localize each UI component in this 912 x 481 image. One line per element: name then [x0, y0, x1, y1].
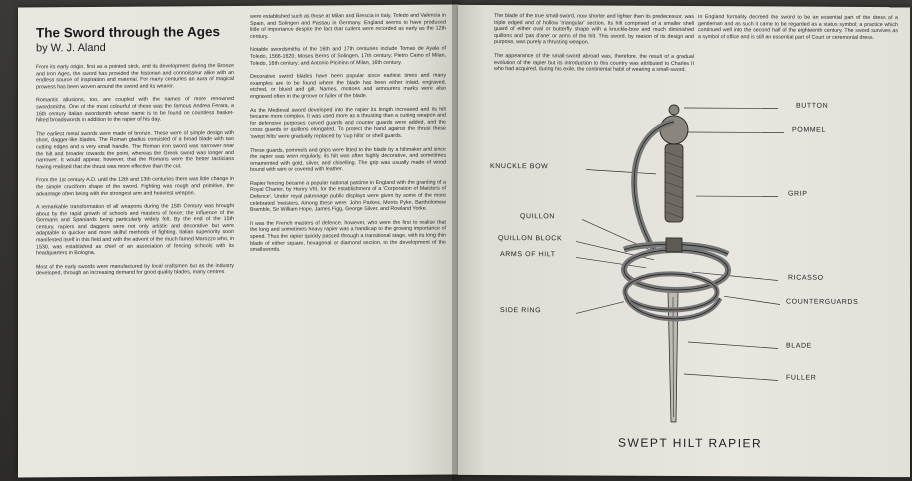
article-author: by W. J. Aland — [36, 41, 106, 55]
paragraph: Rapier fencing became a popular national pastime in England with the granting of a Royal Charter, by Henry VIII, for the establishment of a 'Corporation of Maisters of Defence'. Under royal patronage public displays were given by some of the more celebrated 'meisters. Among these were: John Parkes, Morris Pyke, Bartholomew Bramble, Sir William Hope, James Figg, George Silver, and Rowland Yorke. — [250, 179, 446, 214]
paragraph: The blade of the true small-sword, now shorter and lighter than its predecessor, was triple edged and of hollow 'triangular' section. Its hilt comprised of a smaller shell guard of either oval or butterfly shape with a knuckle-bow and much diminished quillons and 'pas d'ane' or arms of the hilt. This sword, by reason of its design and purpose, was purely a thrusting weapon. — [494, 13, 694, 46]
right-page — [458, 5, 910, 477]
paragraph: Decorative sword blades have been popular since earliest times and many examples are to be found where the blade has been either inlaid, engraved, etched, or blued and gilt. Names, mottoes and armourers marks were also engraved often in the groove or fuller of the blade. — [250, 72, 446, 100]
right-column-2 — [698, 14, 898, 48]
label-pommel: POMMEL — [792, 126, 826, 134]
paragraph: In England formality decreed the sword to be an essential part of the dress of a gentleman and as such it came to be regarded as a status symbol; a practice which continued well into the second half of the eighteenth century. The sword survives as a symbol of office and is still an essential part of Court or ceremonial dress. — [698, 14, 898, 41]
paragraph: It was the French masters of defence, however, who were the first to realise that the long and sometimes heavy rapier was a handicap to the growing importance of speed. Thus the rapier quickly passed through a transitional stage, with its long thin blade of either square, hexagonal or diamond section, to the development of the smallswords. — [250, 219, 446, 254]
diagram-caption: SWEPT HILT RAPIER — [618, 435, 763, 451]
paragraph: Most of the early swords were manufactured by local craftsmen but as the industry developed, through an increasing demand for good quality blades, many centres — [36, 262, 234, 277]
paragraph: were established such as those at Milan and Brescia in Italy, Toledo and Valencia in Spain, and Solingen and Passau in Germany. England seems to have produced little of importance despite the fact that cutlers were recorded as early as the 12th century. — [250, 12, 446, 40]
paragraph: The appearance of the small-sword abroad was, therefore, the result of a gradual evolution of the rapier but its introduction to this country was attributed to Charles II who had acquired, during his exile, the continental habit of wearing a small-sword. — [494, 52, 694, 74]
paragraph: A remarkable transformation of all weapons during the 15th Century was brought about by the rapid growth of schools and masters of fence; the influence of the Germans and Spaniards being particularly widely felt. By the end of the 15th century, rapiers and daggers were not only artistic and decorative but were adaptable to quicker and more skilful methods of fighting. Italian superiority soon manifested itself in this field and with the advent of the much famed Marozzo who, in 1530, was established as chief of an association of fencing schools with its headquarters in Bologna. — [36, 203, 234, 257]
left-column-2 — [250, 13, 446, 261]
rapier-diagram — [490, 91, 906, 433]
label-blade: BLADE — [786, 342, 812, 350]
paragraph: Notable swordsmiths of the 16th and 17th centuries include Tomas de Ayala of Toledo, 1566-1620; Moses Berns of Solingen, 17th century; Pietro Caino of Milan, Toledo, 16th century; and Antonio Picinino of Milan, 16th century. — [250, 45, 446, 67]
paragraph: From the 1st century A.D. until the 12th and 13th centuries there was little change in the simple cruciform shape of the sword. Fighting was rough and primitive, the advantage often being with the strongest arm and heaviest weapon. — [36, 176, 234, 197]
left-column-1 — [36, 18, 234, 284]
label-quillon: QUILLON — [520, 213, 555, 221]
label-arms-of-hilt: ARMS OF HILT — [500, 251, 556, 259]
paragraph: As the Medieval sword developed into the rapier its length increased and its hilt became more complex. It was used more as a thrusting than a cutting weapon and for defensive purposes curved guards and counter guards were added, and the cross guards or quillons elongated. To protect the hand against the thrust these 'swept hilts' were gradually replaced by 'cup hilts' or shell guards. — [250, 106, 446, 140]
label-knuckle-bow: KNUCKLE BOW — [490, 162, 549, 171]
label-quillon-block: QUILLON BLOCK — [498, 235, 563, 243]
label-ricasso: RICASSO — [788, 274, 824, 282]
paragraph: From its early origin, first as a pointed stick, and its development during the Bronze and Iron Ages, the sword has provided the historian and connoisseur alike with an endless source of inspiration and material. For many centuries an aura of magical prowess has been woven around the sword and its wearer. — [36, 63, 234, 91]
label-button: BUTTON — [796, 102, 829, 110]
paragraph: The earliest metal swords were made of bronze. These were of simple design with short, dagger-like blades. The Roman gladius consisted of a broad blade with two cutting edges and a very small handle. The Roman iron sword was narrower near the hilt and broader towards the point, whereas the Greek sword was longer and narrower. It would appear, however, that the Romans were the better tacticians having realised that the thrust was more effective than the cut. — [36, 129, 234, 171]
label-fuller: FULLER — [786, 374, 817, 382]
rapier-illustration — [506, 91, 906, 433]
paragraph: These guards, pommels and grips were fitted to the blade by a hiltmaker and since the rapier was worn regularly, its hilt was often highly decorative, and sometimes ornamented with gold, silver, and chiselling. The grip was usually made of wood bound with wire or covered with leather. — [250, 146, 446, 174]
paragraph: Romantic allusions, too, are coupled with the names of more renowned swordsmiths. One of the most colourful of these was the famous Andrea Ferara, a 16th century Italian swordsmith whose name is to be found on countless basket-hilted broadswords in addition to the rapier of his day. — [36, 96, 234, 124]
label-counterguards: COUNTERGUARDS — [786, 298, 859, 306]
label-grip: GRIP — [788, 190, 808, 198]
left-page — [18, 4, 458, 477]
label-side-ring: SIDE RING — [500, 307, 542, 315]
article-title: The Sword through the Ages — [36, 24, 220, 41]
right-column-1 — [494, 13, 694, 81]
